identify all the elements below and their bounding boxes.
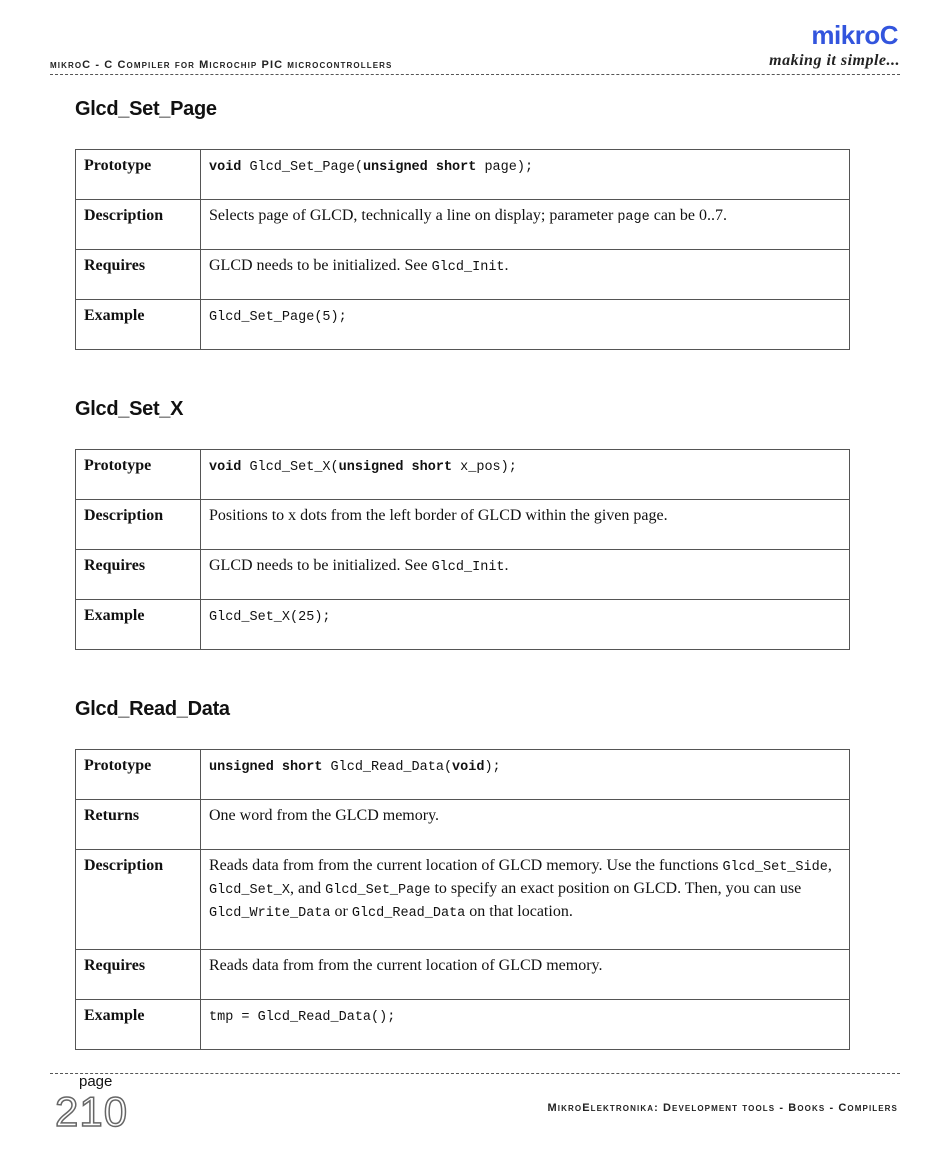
function-table: [75, 749, 850, 1050]
code-fragment: Glcd_Set_X(25);: [209, 610, 331, 625]
code-fragment: Glcd_Set_Page: [325, 883, 431, 898]
table-row: [76, 750, 850, 800]
row-key: Requires: [76, 250, 201, 300]
row-key: Prototype: [76, 750, 201, 800]
value-text: Reads data from from the current location of GLCD memory.: [209, 957, 603, 974]
row-key: Description: [76, 200, 201, 250]
row-key: Prototype: [76, 150, 201, 200]
row-key: Prototype: [76, 450, 201, 500]
code-keyword: unsigned short: [362, 160, 477, 175]
row-value: [201, 550, 850, 600]
row-value: [201, 300, 850, 350]
row-key: Requires: [76, 950, 201, 1000]
row-key: Returns: [76, 800, 201, 850]
header-divider: [50, 74, 900, 75]
row-value: [201, 500, 850, 550]
row-value: [201, 150, 850, 200]
row-value: [201, 950, 850, 1000]
table-row: [76, 800, 850, 850]
footer-divider: [50, 1073, 900, 1074]
row-key: Requires: [76, 550, 201, 600]
value-text: can be 0..7.: [649, 207, 728, 224]
row-value: [201, 750, 850, 800]
row-value: [201, 600, 850, 650]
code-fragment: Glcd_Set_Side: [722, 860, 828, 875]
value-text: on that location.: [465, 903, 573, 920]
value-text: Selects page of GLCD, technically a line on display; parameter: [209, 207, 618, 224]
function-table: [75, 449, 850, 650]
code-fragment: tmp = Glcd_Read_Data();: [209, 1010, 396, 1025]
table-row: [76, 850, 850, 950]
value-text: GLCD needs to be initialized. See: [209, 257, 432, 274]
row-value: [201, 850, 850, 950]
row-value: [201, 450, 850, 500]
page-number: 210: [55, 1088, 129, 1135]
function-table: [75, 149, 850, 350]
code-fragment: Glcd_Set_Page(: [241, 160, 363, 175]
value-text: .: [504, 257, 509, 274]
code-fragment: Glcd_Set_Page(5);: [209, 310, 347, 325]
brand-tagline: making it simple...: [769, 52, 900, 69]
value-text: GLCD needs to be initialized. See: [209, 557, 432, 574]
value-text: , and: [290, 880, 326, 897]
publisher-line: MikroElektronika: Development tools - Books - Compilers: [547, 1102, 898, 1114]
row-key: Description: [76, 850, 201, 950]
code-keyword: void: [452, 760, 485, 775]
table-row: [76, 500, 850, 550]
row-key: Example: [76, 1000, 201, 1050]
value-text: to specify an exact position on GLCD. Then, you can use: [430, 880, 802, 897]
brand-logo: mikroC: [811, 20, 898, 50]
value-text: or: [330, 903, 352, 920]
code-fragment: );: [484, 760, 501, 775]
code-keyword: void: [209, 460, 242, 475]
function-heading: Glcd_Set_Page: [75, 98, 217, 120]
value-text: Positions to x dots from the left border of GLCD within the given page.: [209, 507, 668, 524]
function-heading: Glcd_Set_X: [75, 398, 184, 420]
code-fragment: Glcd_Read_Data(: [322, 760, 453, 775]
code-keyword: void: [209, 160, 242, 175]
value-text: .: [504, 557, 509, 574]
table-row: [76, 1000, 850, 1050]
value-text: ,: [827, 857, 832, 874]
table-row: [76, 300, 850, 350]
table-row: [76, 950, 850, 1000]
table-row: [76, 450, 850, 500]
table-row: [76, 200, 850, 250]
row-value: [201, 200, 850, 250]
code-fragment: page: [617, 210, 650, 225]
code-fragment: Glcd_Init: [431, 260, 505, 275]
code-keyword: unsigned short: [338, 460, 453, 475]
row-value: [201, 250, 850, 300]
code-keyword: unsigned short: [209, 760, 323, 775]
code-fragment: Glcd_Set_X: [209, 883, 291, 898]
row-value: [201, 1000, 850, 1050]
code-fragment: Glcd_Read_Data: [351, 906, 466, 921]
row-key: Example: [76, 600, 201, 650]
row-value: [201, 800, 850, 850]
row-key: Example: [76, 300, 201, 350]
value-text: Reads data from from the current location of GLCD memory. Use the functions: [209, 857, 723, 874]
table-row: [76, 550, 850, 600]
table-row: [76, 600, 850, 650]
table-row: [76, 250, 850, 300]
row-key: Description: [76, 500, 201, 550]
code-fragment: page);: [476, 160, 534, 175]
code-fragment: Glcd_Set_X(: [241, 460, 339, 475]
code-fragment: Glcd_Init: [431, 560, 505, 575]
value-text: One word from the GLCD memory.: [209, 807, 440, 824]
page-label: page: [79, 1073, 113, 1090]
code-fragment: x_pos);: [452, 460, 517, 475]
table-row: [76, 150, 850, 200]
function-heading: Glcd_Read_Data: [75, 698, 230, 720]
code-fragment: Glcd_Write_Data: [209, 906, 331, 921]
header-title: mikroC - C Compiler for Microchip PIC microcontrollers: [50, 59, 393, 71]
